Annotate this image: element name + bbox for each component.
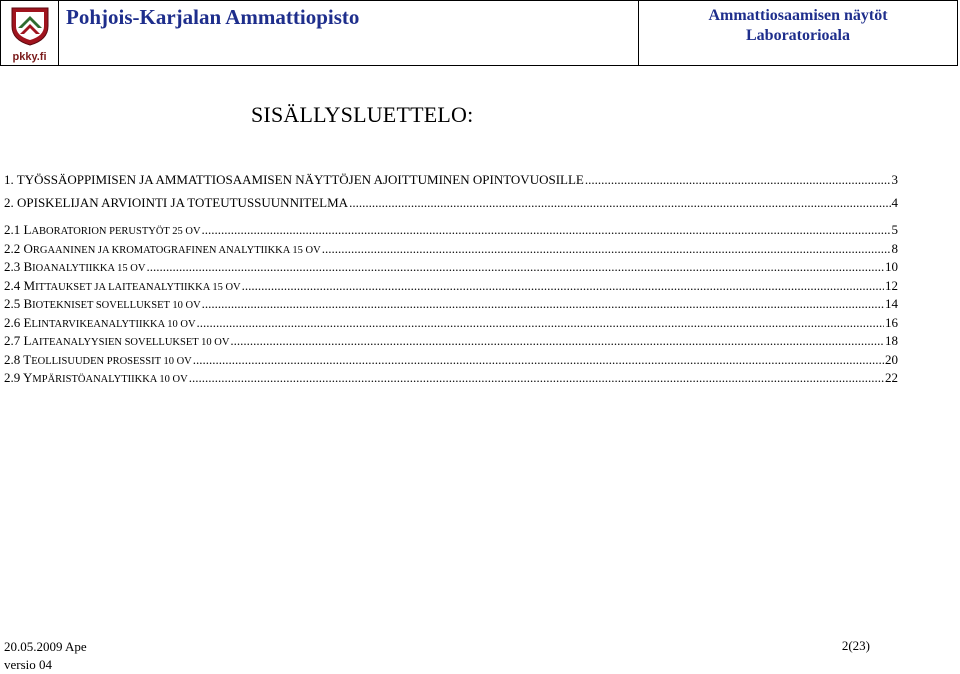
toc-entry-page: 8 [891,240,898,256]
toc-entry-initial: E [23,314,32,330]
toc-entry-initial: B [23,259,33,274]
pkky-shield-logo-icon [8,4,52,46]
toc-leader-dots [202,222,891,238]
toc-entry-text: IOANALYTIIKKA 15 OV [32,263,146,274]
toc-entry-label [4,296,201,312]
toc-entry-number: 2.1 [4,222,21,237]
toc-leader-dots [242,278,884,294]
toc-entry-initial: Y [23,370,33,385]
toc-entry-page: 14 [885,296,898,311]
toc-leader-dots [202,296,884,312]
toc-entry-page: 18 [885,333,898,348]
toc-entry-label [4,352,192,368]
toc-entry-label: 1. TYÖSSÄOPPIMISEN JA AMMATTIOSAAMISEN NÄYTTÖJEN AJOITTUMINEN OPINTOVUOSILLE [4,172,584,187]
toc-leader-dots [349,195,890,211]
toc-entry-text: IOTEKNISET SOVELLUKSET 10 OV [32,300,201,311]
toc-entry-number: 2.8 [4,351,21,367]
toc-entry-label [4,333,229,349]
toc-entry-number: 2.6 [4,314,21,330]
toc-entry-initial: B [23,296,33,311]
toc-entry-number: 2.2 [4,240,21,256]
toc-entry-page: 4 [891,195,898,210]
toc-entry-page: 10 [885,259,898,274]
toc-entry[interactable] [4,222,898,241]
toc-entry-text: ITTAUKSET JA LAITEANALYTIIKKA 15 OV [35,281,241,293]
toc-heading: SISÄLLYSLUETTELO: [251,102,474,127]
toc-entry-initial: T [23,351,32,367]
toc-entry[interactable] [4,296,898,315]
toc-entry-page: 5 [891,222,898,237]
toc-leader-dots [197,315,884,331]
toc-leader-dots [322,241,891,257]
toc-entry-text: EOLLISUUDEN PROSESSIT 10 OV [31,355,192,367]
footer-date-author: 20.05.2009 Ape [4,639,87,654]
footer-page-number: 2(23) [841,638,870,653]
toc-entry-label [4,278,241,294]
toc-entry-page: 22 [885,370,898,385]
toc-entry-initial: M [23,277,36,293]
toc-entry-page: 3 [891,172,898,187]
title-line-2: Laboratorioala [746,27,850,44]
toc-entry-initial: L [23,333,32,348]
toc-entry[interactable] [4,195,898,218]
organization-name: Pohjois-Karjalan Ammattiopisto [59,1,639,65]
logo-text: pkky.fi [12,51,47,63]
toc-leader-dots [189,370,884,386]
toc-entry-label [4,370,188,386]
toc-entry-page: 12 [885,277,898,293]
toc-entry[interactable] [4,259,898,278]
toc-entry-label [4,241,321,257]
toc-entry[interactable] [4,333,898,352]
document-header [0,0,958,66]
toc-entry-label: 2. OPISKELIJAN ARVIOINTI JA TOTEUTUSSUUNNITELMA [4,195,349,210]
toc-entry-text: AITEANALYYSIEN SOVELLUKSET 10 OV [31,337,230,348]
toc-entry[interactable] [4,370,898,389]
toc-entry-number: 2.3 [4,259,21,274]
toc-entry-label [4,259,145,275]
logo-cell [1,1,59,65]
toc-entry-text: LINTARVIKEANALYTIIKKA 10 OV [31,318,196,330]
toc-entry-number: 2.7 [4,333,21,348]
toc-entry-text: ABORATORION PERUSTYÖT 25 OV [31,226,201,237]
toc-entry-label [4,315,196,331]
toc-leader-dots [146,259,884,275]
toc-entry-number: 2.4 [4,277,21,293]
toc-leader-dots [230,333,884,349]
toc-entry-number: 2.9 [4,370,21,385]
footer-left [4,638,87,674]
table-of-contents [4,172,898,389]
toc-entry[interactable] [4,278,898,297]
toc-entry-label [4,222,201,238]
toc-entry-text: MPÄRISTÖANALYTIIKKA 10 OV [32,374,188,385]
document-title [639,1,957,65]
toc-leader-dots [193,352,884,368]
toc-entry[interactable] [4,172,898,195]
toc-leader-dots [585,172,891,188]
toc-entry-page: 16 [885,314,898,330]
toc-entry[interactable] [4,315,898,334]
toc-entry-text: RGAANINEN JA KROMATOGRAFINEN ANALYTIIKKA 15 OV [32,244,321,256]
title-line-1: Ammattiosaamisen näytöt [708,7,888,24]
toc-entry-number: 2.5 [4,296,21,311]
toc-entry-initial: O [23,240,33,256]
toc-entry[interactable] [4,352,898,371]
toc-entry-initial: L [23,222,32,237]
footer-version: versio 04 [4,657,53,672]
toc-entry[interactable] [4,241,898,260]
toc-entry-page: 20 [885,351,898,367]
